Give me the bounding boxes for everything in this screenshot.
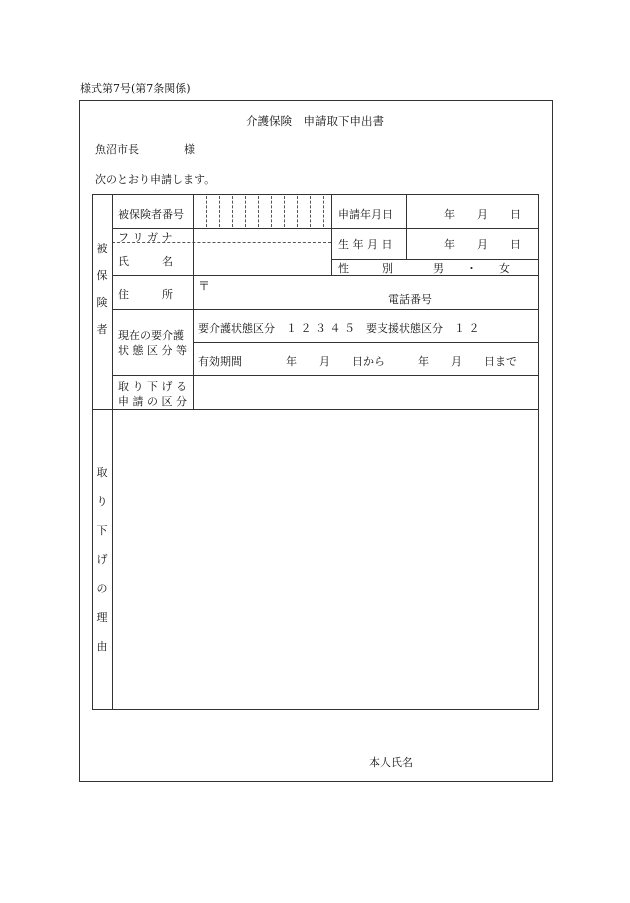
- label-address: 住 所: [118, 288, 173, 301]
- label-care-level: 現在の要介護 状 態 区 分 等: [118, 329, 187, 357]
- label-name: 氏 名: [118, 255, 173, 268]
- honorific: 様: [184, 143, 195, 156]
- label-furigana: フ リ ガ ナ: [118, 231, 173, 244]
- signature-label: 本人氏名: [369, 756, 413, 769]
- label-application-date: 申請年月日: [338, 208, 393, 221]
- form-title: 介護保険 申請取下申出書: [246, 114, 384, 128]
- form-number: 様式第7号(第7条関係): [80, 82, 191, 95]
- intro-text: 次のとおり申請します。: [95, 173, 216, 186]
- label-birth-date: 生 年 月 日: [338, 238, 393, 251]
- label-insured-number: 被保険者番号: [118, 208, 184, 221]
- side-label-insured: 被 保 険 者: [96, 242, 108, 336]
- side-label-reason: 取 り 下 げ の 理 由: [96, 466, 108, 653]
- gender-options: 男 ・ 女: [433, 262, 510, 275]
- phone-label: 電話番号: [388, 293, 432, 306]
- application-date-blank: 年 月 日: [444, 208, 521, 221]
- label-gender: 性 別: [338, 262, 393, 275]
- label-withdraw-type: 取 り 下 げ る 申 請 の 区 分: [118, 380, 187, 408]
- validity-line: 有効期間 年 月 日から 年 月 日まで: [198, 355, 517, 368]
- addressee: 魚沼市長: [95, 143, 139, 156]
- postal-mark: 〒: [198, 279, 211, 293]
- birth-date-blank: 年 月 日: [444, 238, 521, 251]
- care-level-line: 要介護状態区分 １ ２ ３ ４ ５ 要支援状態区分 １ ２: [198, 322, 480, 335]
- form-frame: [79, 100, 553, 782]
